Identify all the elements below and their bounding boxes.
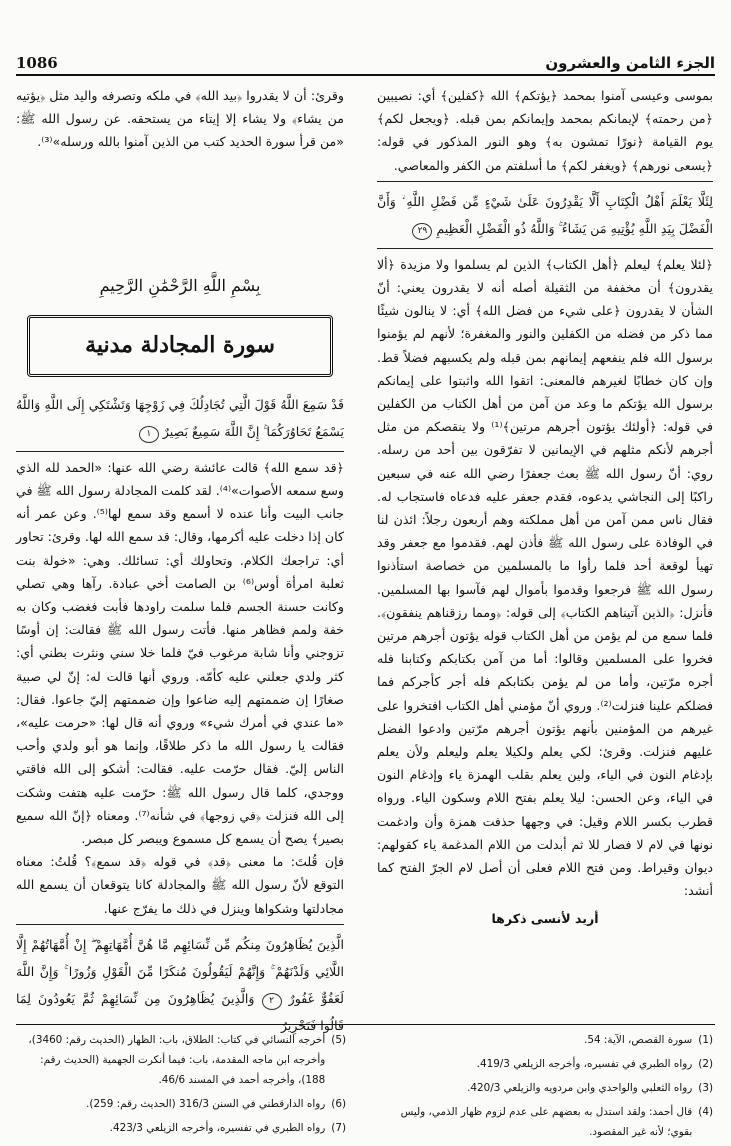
footnote [16,1094,346,1114]
verse-text: قَدْ سَمِعَ اللَّهُ قَوْلَ الَّتِي تُجَادِلُكَ فِي زَوْجِهَا وَتَشْتَكِي إِلَى اللَّهِ وَاللَّهُ يَسْمَعُ تَحَاوُرَكُمَا ۚ إِنَّ اللَّهَ سَمِيعٌ بَصِيرٌ [16,396,344,439]
footnote-text: أخرجه النسائي في كتاب: الطلاق، باب: الظهار (الحديث رقم: 3460)، وأخرجه ابن ماجه المقدمة، باب: فيما أنكرت الجهمية (الحديث رقم: 188)، وأخرجه أحمد في المسند 46/6. [28,1034,326,1086]
right-column [377,84,713,930]
surah-title-box [27,315,333,377]
footnote-number: (5) [331,1034,346,1046]
verse-text: لِئَلَّا يَعْلَمَ أَهْلُ الْكِتَابِ أَلَّا يَقْدِرُونَ عَلَىٰ شَيْءٍ مِّن فَضْلِ اللَّهِ ۙ وَأَنَّ الْفَضْلَ بِيَدِ اللَّهِ يُؤْتِيهِ مَن يَشَاءُ ۚ وَاللَّهُ ذُو الْفَضْلِ الْعَظِيمِ [377,193,713,236]
footnote [383,1030,713,1050]
page-number: 1086 [16,54,58,72]
paragraph: ﴿قد سمع الله﴾ قالت عائشة رضي الله عنها: «الحمد لله الذي وسع سمعه الأصوات»⁽⁴⁾. لقد كلمت المجادلة رسول الله ﷺ في جانب البيت وأنا عنده لا أسمع وقد سمع لها⁽⁵⁾. وعن عمر أنه كان إذا دخلت عليه أكرمها، وقال: قد سمع الله لها. وقرئ: تحاور أي: تراجعك الكلام. وتحاولك أي: تسائلك. وهي: «خولة بنت ثعلبة امرأة أوس⁽⁶⁾ بن الصامت أخي عبادة. رآها وهي تصلي وكانت حسنة الجسم فلما سلمت راودها فأبت فغضب وكان به خفة ولمم فظاهر منها. فأتت رسول الله ﷺ فقالت: إن أوسًا تزوجني وأنا شابة مرغوب فيّ فلما خلا سني ونثرت بطني أي: كثر ولدي جعلني عليه كأمّه. وروي أنها قالت له: إنّ لي صبية صغارًا إن ضممتهم إليه ضاعوا وإن ضممتهم إليّ جاعوا. فقال: «ما عندي في أمرك شيء» وروي أنه قال لها: «حرمت عليه»، فقالت يا رسول الله ما ذكر طلاقًا، وإنما هو أبو ولدي وأحب الناس إليّ. فقال حرّمت عليه. فقالت: أشكو إلى الله فاقتي ووجدي، كلما قال رسول الله ﷺ: حرّمت عليه هتفت وشكت إلى الله فنزلت ﴿في زوجها﴾ في شأنه⁽⁷⁾. ومعناه ﴿إنّ الله سميع بصير﴾ يصح أن يسمع كل مسموع ويبصر كل مبصر. [16,459,344,847]
header-rule [16,74,715,76]
divider [16,451,344,452]
divider [377,181,713,182]
footnote [16,1118,346,1138]
footnotes-right [383,1030,713,1146]
poem-line: أريد لأنسى ذكرها [491,910,599,926]
footnote-text: رواه الثعلبي والواحدي وابن مردويه والزيلعي 420/3. [467,1082,693,1094]
paragraph: وقرئ: أن لا يقدروا ﴿بيد الله﴾ في ملكه وتصرفه واليد مثل ﴿يؤتيه من يشاء﴾ ولا يشاء إلا إيتاء من يستحقه. عن رسول الله ﷺ: «من قرأ سورة الحديد كتب من الذين آمنوا بالله ورسله»⁽³⁾. [16,88,344,150]
page-header [16,46,715,72]
surah-title: سورة المجادلة مدنية [85,332,275,359]
footnote-text: رواه الطبري في تفسيره، وأخرجه الزيلعي 423/3. [109,1122,326,1134]
verse-number-marker: ٢ [262,993,282,1010]
footnote-number: (4) [698,1106,713,1118]
footnotes-left [16,1030,346,1142]
footnote-text: رواه الدارقطني في السنن 316/3 (الحديث رقم: 259). [86,1098,326,1110]
footnote [383,1054,713,1074]
footnote-number: (1) [698,1034,713,1046]
footnote-number: (6) [331,1098,346,1110]
footnote-text: سورة القصص، الآية: 54. [584,1034,693,1046]
footnote [16,1030,346,1090]
verse-text: الَّذِينَ يُظَاهِرُونَ مِنكُم مِّن نِّسَائِهِم مَّا هُنَّ أُمَّهَاتِهِمْ ۖ إِنْ أُمَّهَاتُهُمْ إِلَّا اللَّائِي وَلَدْنَهُمْ ۚ وَإِنَّهُمْ لَيَقُولُونَ مُنكَرًا مِّنَ الْقَوْلِ وَزُورًا ۚ وَإِنَّ اللَّهَ لَعَفُوٌّ غَفُورٌ [16,936,344,1006]
paragraph: بموسى وعيسى آمنوا بمحمد ﴿يؤتكم﴾ الله ﴿كفلين﴾ أي: نصيبين ﴿من رحمته﴾ لإيمانكم بمحمد وإيمانكم بمن قبله. ﴿ويجعل لكم﴾ يوم القيامة ﴿نورًا تمشون به﴾ وهو النور المذكور في قوله: ﴿يسعى نورهم﴾ ﴿ويغفر لكم﴾ ما أسلفتم من الكفر والمعاصي. [377,88,713,173]
verse-number-marker: ١ [139,426,159,443]
paragraph: فإن قُلتَ: ما معنى ﴿قد﴾ في قوله ﴿قد سمع﴾؟ قُلتُ: معناه التوقع لأنّ رسول الله ﷺ والمجادلة كانا يتوقعان أن يسمع الله مجادلتها وشكواها وينزل في ذلك ما يفرّج عنها. [16,854,344,916]
quran-verse [16,391,344,445]
divider [16,924,344,925]
quran-verse [16,931,344,1039]
verse-text: وَالَّذِينَ يُظَاهِرُونَ مِن نِّسَائِهِمْ ثُمَّ يَعُودُونَ لِمَا قَالُوا فَتَحْرِيرُ [16,990,344,1033]
footnote [383,1102,713,1142]
footnote-number: (7) [331,1122,346,1134]
paragraph: ﴿لئلا يعلم﴾ ليعلم ﴿أهل الكتاب﴾ الذين لم يسلموا ولا مزيدة ﴿ألا يقدرون﴾ أن مخففة من الثقيلة أصله أنه لا يقدرون يعني: أنّ الشأن لا يقدرون ﴿على شيء من فضل الله﴾ أي: لا ينالون شيئًا مما ذكر من فضله من الكفلين والنور والمغفرة؛ لأنهم لم يؤمنوا برسول الله فلم ينفعهم إيمانهم بمن قبله ولم يكسبهم فضلاً قط. وإن كان خطابًا لغيرهم فالمعنى: اتقوا الله واثبتوا على إيمانكم برسول الله يؤتكم ما وعد من آمن من أهل الكتاب من الكفلين في قوله: ﴿أولئك يؤتون أجرهم مرتين﴾⁽¹⁾ ولا ينقصكم من مثل أجرهم لأنكم مثلهم في الإيمانين لا تفرّقون بين أحد من رسله. روي: أنّ رسول الله ﷺ بعث جعفرًا رضي الله عنه في سبعين راكبًا إلى النجاشي يدعوه، فقدم جعفر عليه فدعاه فاستجاب له. فقال ناس ممن آمن من أهل مملكته وهم أربعون رجلاً: ائذن لنا في الوفادة على رسول الله ﷺ فأذن لهم. فقدموا مع جعفر وقد تهيأ لوقعة أحد فلما رأوا ما بالمسلمين من خصاصة استأذنوا رسول الله ﷺ فرجعوا وقدموا بأموال لهم فآسوا بها المسلمين. فأنزل: ﴿الذين آتيناهم الكتاب﴾ إلى قوله: ﴿ومما رزقناهم ينفقون﴾. فلما سمع من لم يؤمن من أهل الكتاب قوله يؤتون أجرهم مرتين فخروا على المسلمين وقالوا: أما من آمن بكتابكم وكتابنا فله أجره مرّتين، وأما من لم يؤمن بكتابكم فله أجر كأجركم فما فضلكم علينا فنزلت⁽²⁾. وروي أنّ مؤمني أهل الكتاب افتخروا على غيرهم من المؤمنين بأنهم يؤتون أجرهم مرّتين وادعوا الفضل عليهم فنزلت. وقرئ: لكي يعلم ولكيلا يعلم وليعلم ولأن يعلم بإدغام النون في الياء، ولين يعلم بقلب الهمزة ياء وإدغام النون في الياء، وعن الحسن: ليلا يعلم بفتح اللام وسكون الياء. ورواه قطرب بكسر اللام وقيل: في وجهها حذفت همزة وأن وادغمت نونها في لام لا فصار للا ثم أبدلت من اللام المدغمة ياء كقولهم: ديوان وقيراط. ومن فتح اللام فعلى أن أصل لام الجرّ الفتح كما أنشد: [377,256,714,899]
verse-number-marker: ٢٩ [412,223,432,240]
footnote-text: قال أحمد: ولقد استدل به بعضهم على عدم لزوم ظهار الذمي، وليس بقوي؛ لأنه غير المقصود. [400,1106,693,1138]
footnote-number: (3) [698,1082,713,1094]
footnote [383,1078,713,1098]
left-column [16,84,344,1045]
footnote-number: (2) [698,1058,713,1070]
footnote-rule [16,1024,715,1025]
basmala: بِسْمِ اللَّهِ الرَّحْمَٰنِ الرَّحِيمِ [99,275,261,295]
divider [377,248,713,249]
footnote-text: رواه الطبري في تفسيره، وأخرجه الزيلعي 419/3. [476,1058,693,1070]
quran-verse [377,188,713,242]
part-title: الجزء الثامن والعشرون [545,54,715,72]
